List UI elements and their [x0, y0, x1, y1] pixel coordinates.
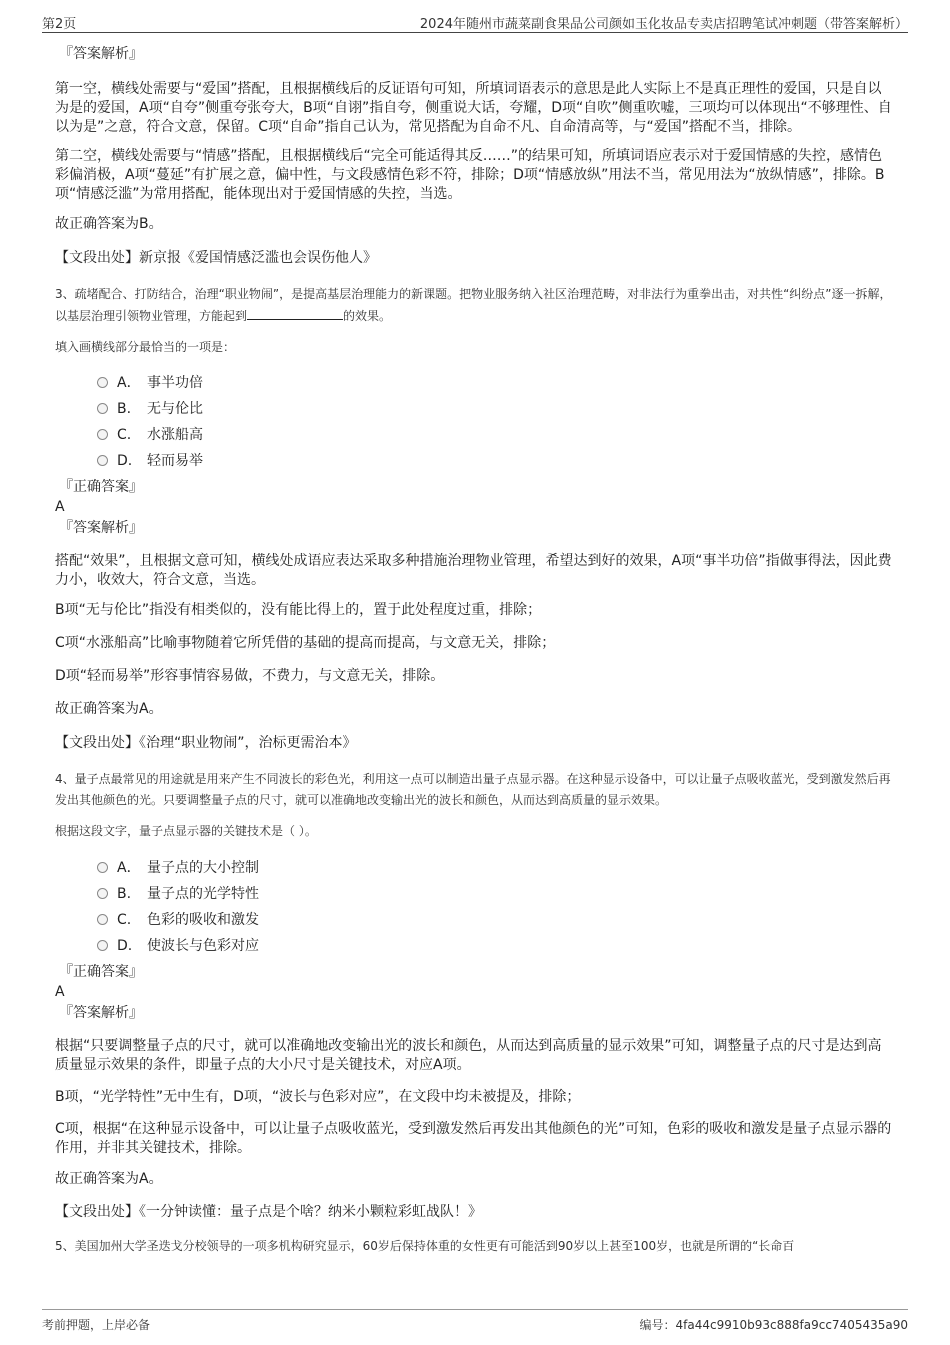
q3-source: 【文段出处】《治理“职业物闹”，治标更需治本》 — [55, 735, 357, 751]
page-header — [42, 10, 908, 33]
q2-conclusion: 故正确答案为B。 — [55, 216, 163, 232]
q3-analysis-p2: B项“无与伦比”指没有相类似的，没有能比得上的，置于此处程度过重，排除； — [55, 602, 542, 618]
radio-icon[interactable] — [97, 940, 108, 951]
q3-option-b[interactable]: B. 无与伦比 — [97, 400, 895, 418]
q4-analysis-p1: 根据“只要调整量子点的尺寸，就可以准确地改变输出光的波长和颜色，从而达到高质量的显示效果”可知，调整量子点的尺寸是达到高质量显示效果的条件，即量子点的大小尺寸是关键技术，对应A项。 — [55, 1038, 882, 1073]
radio-icon[interactable] — [97, 377, 108, 388]
q4-analysis-tag: 『答案解析』 — [59, 1005, 143, 1021]
q4-analysis-p2: B项，“光学特性”无中生有，D项，“波长与色彩对应”，在文段中均未被提及，排除； — [55, 1089, 581, 1105]
radio-icon[interactable] — [97, 403, 108, 414]
q4-source: 【文段出处】《一分钟读懂：量子点是个啥？纳米小颗粒彩虹战队！》 — [55, 1204, 482, 1220]
q3-correct-answer: A — [55, 499, 65, 515]
radio-icon[interactable] — [97, 862, 108, 873]
q3-conclusion: 故正确答案为A。 — [55, 701, 163, 717]
q4-correct-answer: A — [55, 984, 65, 1000]
q4-option-c[interactable]: C. 色彩的吸收和激发 — [97, 911, 895, 929]
q3-options — [97, 374, 895, 470]
q4-option-a[interactable]: A． 量子点的大小控制 — [97, 859, 895, 877]
q4-conclusion: 故正确答案为A。 — [55, 1171, 163, 1187]
answer-blank — [247, 305, 343, 320]
radio-icon[interactable] — [97, 888, 108, 899]
q4-option-b[interactable]: B. 量子点的光学特性 — [97, 885, 895, 903]
radio-icon[interactable] — [97, 455, 108, 466]
page-number: 第2页 — [42, 17, 77, 32]
radio-icon[interactable] — [97, 429, 108, 440]
radio-icon[interactable] — [97, 914, 108, 925]
q2-analysis-p1: 第一空，横线处需要与“爱国”搭配，且根据横线后的反证语句可知，所填词语表示的意思是此人实际上不是真正理性的爱国，只是自以为是的爱国，A项“自夸”侧重夸张夸大，B项“自诩”指自夸，侧重说大话，夸耀，D项“自吹”侧重吹嘘，三项均可以体现出“不够理性、自以为是”之意，符合文意，保留。C项“自命”指自己认为，常见搭配为自命不凡、自命清高等，与“爱国”搭配不当，排除。 — [55, 81, 892, 135]
q4-correct-tag: 『正确答案』 — [59, 964, 143, 980]
q3-analysis-tag: 『答案解析』 — [59, 520, 143, 536]
document-body — [55, 45, 895, 1257]
q3-analysis-p4: D项“轻而易举”形容事情容易做，不费力，与文意无关，排除。 — [55, 668, 445, 684]
q4-analysis-p3: C项，根据“在这种显示设备中，可以让量子点吸收蓝光，受到激发然后再发出其他颜色的光”可知，色彩的吸收和激发是量子点显示器的作用，并非其关键技术，排除。 — [55, 1121, 892, 1156]
footer-slogan: 考前押题，上岸必备 — [42, 1318, 151, 1332]
q3-prompt: 填入画横线部分最恰当的一项是： — [55, 340, 236, 354]
q4-options — [97, 859, 895, 955]
document-title: 2024年随州市蔬菜副食果品公司颜如玉化妆品专卖店招聘笔试冲刺题（带答案解析） — [419, 17, 908, 32]
q3-option-c[interactable]: C. 水涨船高 — [97, 426, 895, 444]
page-footer — [42, 1309, 908, 1336]
q2-analysis-p2: 第二空，横线处需要与“情感”搭配，且根据横线后“完全可能适得其反……”的结果可知，所填词语应表示对于爱国情感的失控，感情色彩偏消极，A项“蔓延”有扩展之意，偏中性，与文段感情色彩不符，排除；D项“情感放纵”用法不当，常见用法为“放纵情感”，排除。B项“情感泛滥”为常用搭配，能体现出对于爱国情感的失控，当选。 — [55, 148, 885, 202]
q5-stem: 5、美国加州大学圣迭戈分校领导的一项多机构研究显示，60岁后保持体重的女性更有可能活到90岁以上甚至100岁，也就是所谓的“长命百 — [55, 1239, 795, 1253]
q3-option-a[interactable]: A． 事半功倍 — [97, 374, 895, 392]
q2-source: 【文段出处】新京报《爱国情感泛滥也会误伤他人》 — [55, 250, 377, 266]
q3-stem: 3、疏堵配合、打防结合，治理“职业物闹”，是提高基层治理能力的新课题。把物业服务纳入社区治理范畴，对非法行为重拳出击，对共性“纠纷点”逐一拆解，以基层治理引领物业管理，方能起到 的效果。 — [55, 287, 892, 323]
q2-analysis-tag: 『答案解析』 — [59, 46, 143, 62]
q4-stem: 4、量子点最常见的用途就是用来产生不同波长的彩色光，利用这一点可以制造出量子点显示器。在这种显示设备中，可以让量子点吸收蓝光，受到激发然后再发出其他颜色的光。只要调整量子点的尺寸，就可以准确地改变输出光的波长和颜色，从而达到高质量的显示效果。 — [55, 772, 891, 807]
q3-option-d[interactable]: D. 轻而易举 — [97, 452, 895, 470]
q3-correct-tag: 『正确答案』 — [59, 479, 143, 495]
q4-prompt: 根据这段文字，量子点显示器的关键技术是（ ）。 — [55, 824, 317, 838]
q3-analysis-p3: C项“水涨船高”比喻事物随着它所凭借的基础的提高而提高，与文意无关，排除； — [55, 635, 556, 651]
q4-option-d[interactable]: D. 使波长与色彩对应 — [97, 937, 895, 955]
q3-analysis-p1: 搭配“效果”，且根据文意可知，横线处成语应表达采取多种措施治理物业管理，希望达到好的效果，A项“事半功倍”指做事得法，因此费力小，收效大，符合文意，当选。 — [55, 553, 892, 588]
document-code: 编号：4fa44c9910b93c888fa9cc7405435a90 — [639, 1318, 908, 1332]
